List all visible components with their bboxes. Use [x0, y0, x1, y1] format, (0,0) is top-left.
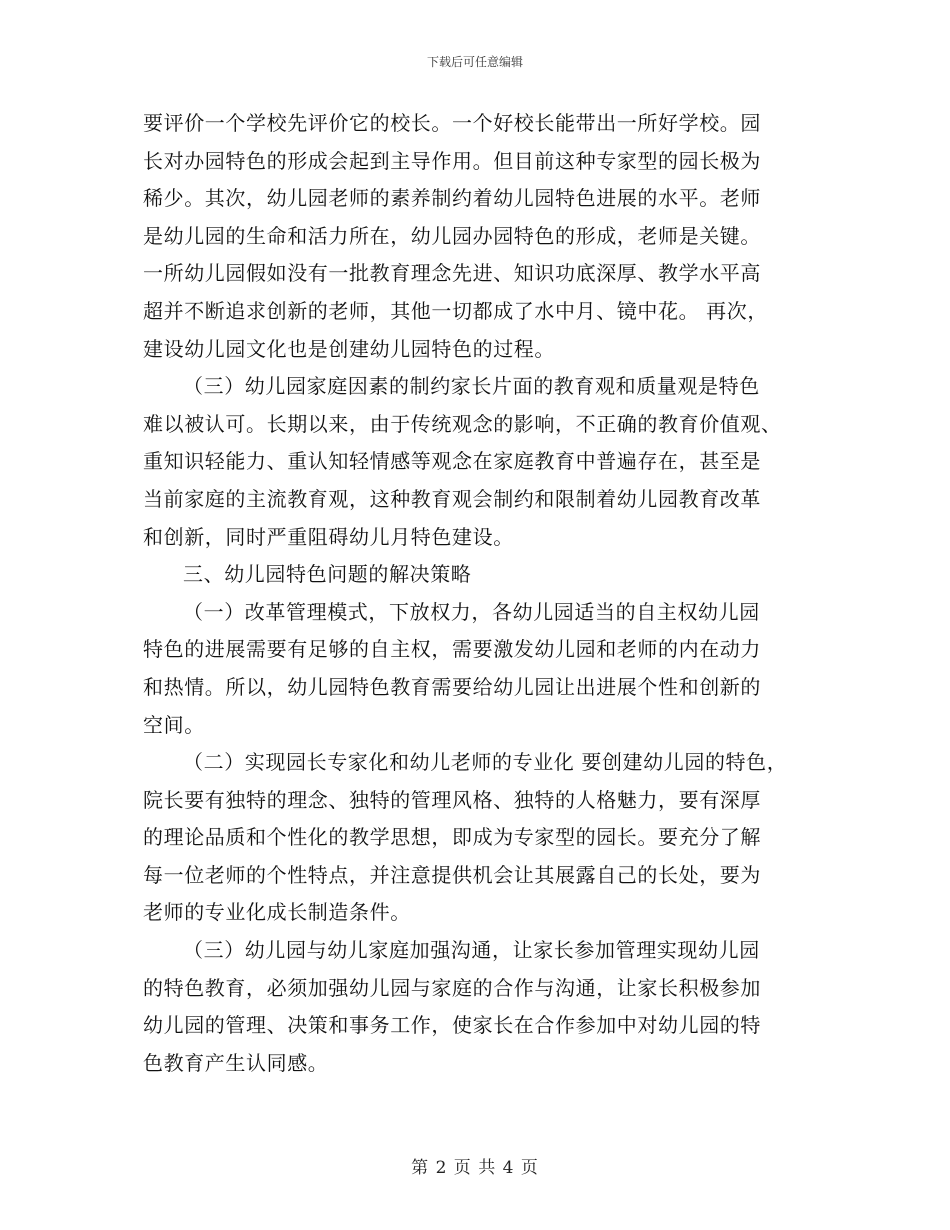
text-line: 的理论品质和个性化的教学思想，即成为专家型的园长。要充分了解	[143, 825, 761, 850]
text-line: 色教育产生认同感。	[143, 1050, 329, 1075]
text-line: （一）改革管理模式，下放权力，各幼儿园适当的自主权幼儿园	[183, 599, 760, 624]
text-line: （三）幼儿园与幼儿家庭加强沟通，让家长参加管理实现幼儿园	[183, 938, 760, 963]
text-line: 要评价一个学校先评价它的校长。一个好校长能带出一所好学校。园	[143, 111, 761, 135]
header-note: 下载后可任意编辑	[426, 55, 523, 69]
text-line: 长对办园特色的形成会起到主导作用。但目前这种专家型的园长极为	[143, 148, 761, 173]
text-line: 稀少。其次，幼儿园老师的素养制约着幼儿园特色进展的水平。老师	[143, 186, 761, 211]
text-line: 和创新，同时严重阻碍幼儿月特色建设。	[143, 524, 514, 549]
text-line: 超并不断追求创新的老师，其他一切都成了水中月、镜中花。 再次，	[143, 298, 768, 323]
document-body	[143, 105, 808, 1082]
text-line: 和热情。所以，幼儿园特色教育需要给幼儿园让出进展个性和创新的	[143, 674, 761, 699]
page-number-footer: 第 2 页 共 4 页	[411, 1158, 539, 1178]
text-line: 建设幼儿园文化也是创建幼儿园特色的过程。	[143, 336, 555, 361]
text-line: （三）幼儿园家庭因素的制约家长片面的教育观和质量观是特色	[183, 374, 760, 399]
text-line: （二）实现园长专家化和幼儿老师的专业化 要创建幼儿园的特色，	[183, 750, 788, 775]
text-line: 是幼儿园的生命和活力所在，幼儿园办园特色的形成，老师是关键。	[143, 223, 761, 248]
text-line: 幼儿园的管理、决策和事务工作，使家长在合作参加中对幼儿园的特	[143, 1013, 761, 1038]
text-line: 特色的进展需要有足够的自主权，需要激发幼儿园和老师的内在动力	[143, 637, 761, 662]
text-line: 当前家庭的主流教育观，这种教育观会制约和限制着幼儿园教育改革	[143, 486, 761, 511]
text-line: 老师的专业化成长制造条件。	[143, 900, 411, 925]
text-line: 每一位老师的个性特点，并注意提供机会让其展露自己的长处，要为	[143, 862, 761, 887]
text-line: 重知识轻能力、重认知轻情感等观念在家庭教育中普遍存在，甚至是	[143, 449, 761, 474]
text-line: 难以被认可。长期以来，由于传统观念的影响，不正确的教育价值观、	[143, 411, 782, 436]
text-line: 三、幼儿园特色问题的解决策略	[183, 562, 472, 587]
text-line: 院长要有独特的理念、独特的管理风格、独特的人格魅力，要有深厚	[143, 787, 761, 812]
text-line: 一所幼儿园假如没有一批教育理念先进、知识功底深厚、教学水平高	[143, 261, 761, 286]
text-line: 空间。	[143, 712, 205, 737]
text-line: 的特色教育，必须加强幼儿园与家庭的合作与沟通，让家长积极参加	[143, 975, 761, 1000]
